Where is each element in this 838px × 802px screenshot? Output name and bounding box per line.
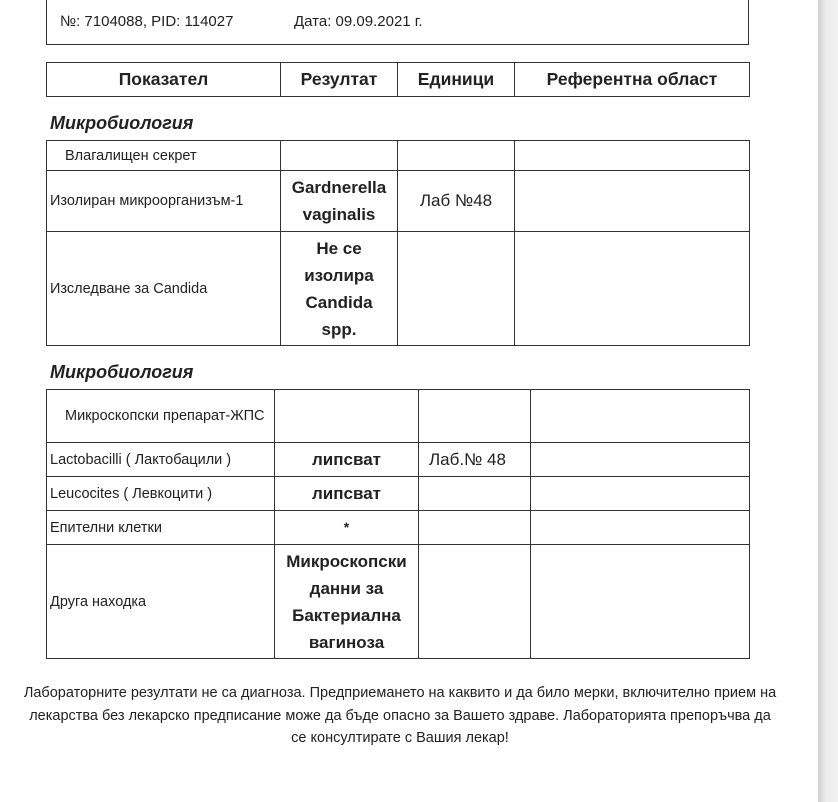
indicator: Епителни клетки: [47, 511, 275, 545]
result: *: [275, 511, 419, 545]
units: Лаб.№ 48: [419, 443, 531, 477]
table-row: [47, 511, 750, 545]
indicator: Микроскопски препарат-ЖПС: [47, 390, 275, 443]
column-indicator: Показател: [47, 63, 281, 97]
table-row: [47, 141, 750, 171]
column-reference: Референтна област: [515, 63, 750, 97]
order-number: №: 7104088, PID: 114027: [60, 13, 234, 30]
table-row: [47, 171, 750, 232]
indicator: Друга находка: [47, 545, 275, 659]
indicator: Влагалищен секрет: [47, 141, 281, 171]
microbiology-table-2: [46, 389, 750, 659]
patient-info-box: [46, 0, 749, 45]
page-shadow: [818, 0, 838, 802]
section-title: Микробиология: [50, 362, 194, 382]
column-units: Единици: [398, 63, 515, 97]
microbiology-table-1: [46, 140, 750, 346]
result: липсват: [275, 477, 419, 511]
indicator: Изолиран микроорганизъм-1: [47, 171, 281, 232]
table-row: [47, 390, 750, 443]
column-result: Резултат: [281, 63, 398, 97]
result: Gardnerella vaginalis: [281, 171, 398, 232]
indicator: Leucocites ( Левкоцити ): [47, 477, 275, 511]
results-header-table: [46, 62, 750, 97]
units: Лаб №48: [398, 171, 515, 232]
table-row: [47, 477, 750, 511]
result: липсват: [275, 443, 419, 477]
table-row: [47, 232, 750, 346]
report-date: Дата: 09.09.2021 г.: [294, 13, 423, 30]
table-row: [47, 545, 750, 659]
result: Не се изолира Candida spp.: [281, 232, 398, 346]
section-title: Микробиология: [50, 113, 194, 133]
indicator: Lactobacilli ( Лактобацили ): [47, 443, 275, 477]
result: Микроскопски данни за Бактериална вагиноза: [275, 545, 419, 659]
indicator: Изследване за Candida: [47, 232, 281, 346]
table-row: [47, 443, 750, 477]
disclaimer: Лабораторните резултати не са диагноза. Предприемането на каквито и да било мерки, включително прием на лекарства без лекарско предписание може да бъде опасно за Вашето здраве. Лабораторията препоръчва да се консултирате с Вашия лекар!: [23, 685, 777, 746]
